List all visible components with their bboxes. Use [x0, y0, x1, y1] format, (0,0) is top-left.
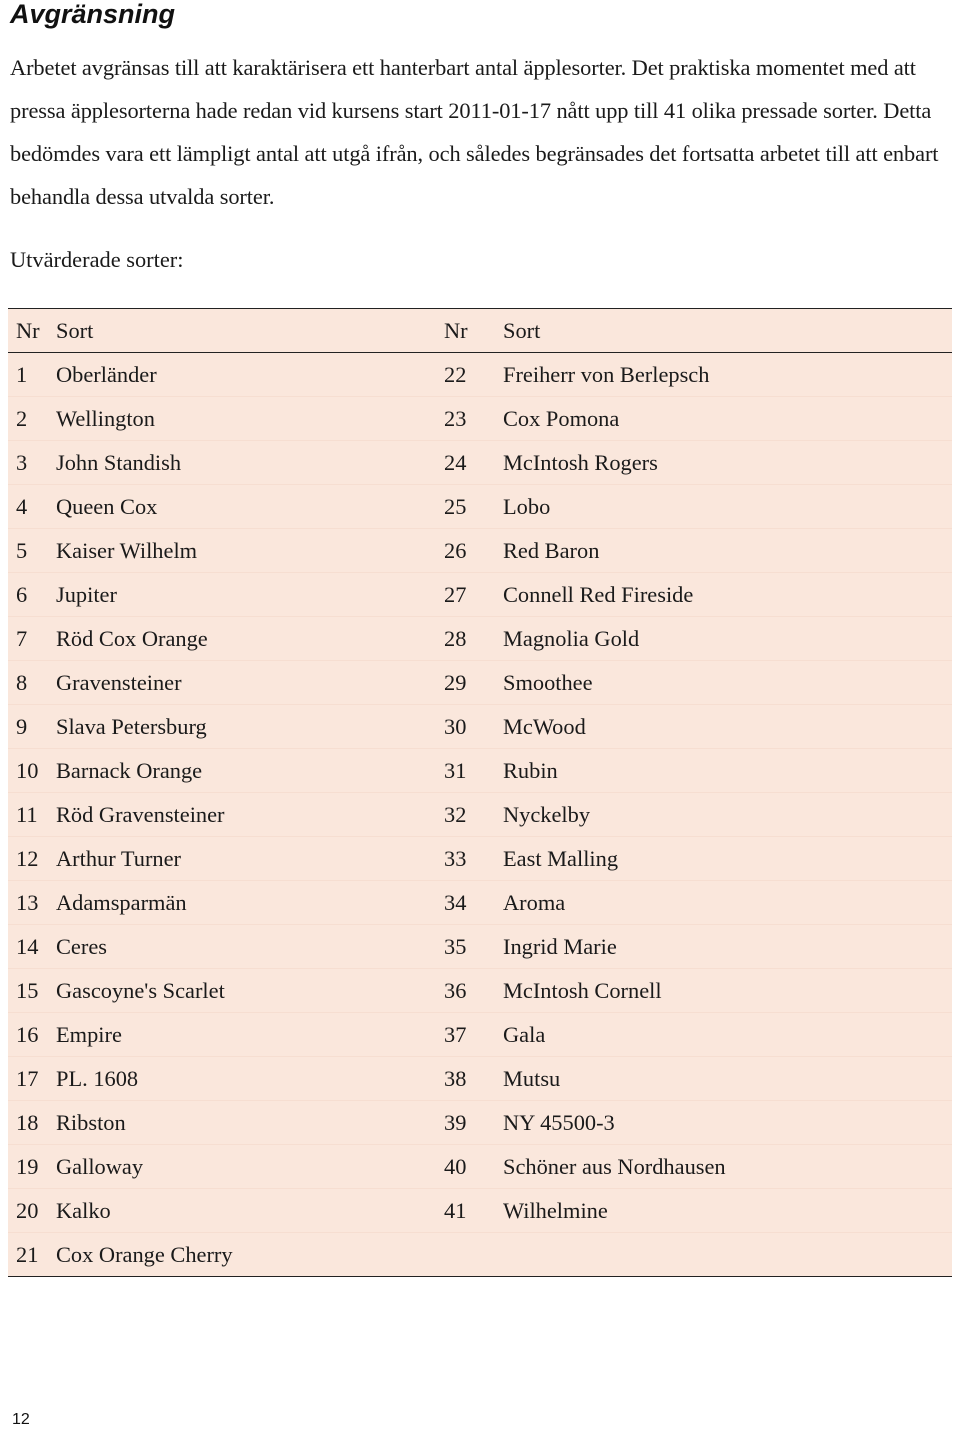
cell-nr-right: 34 — [444, 890, 467, 915]
cell-sort-right: Aroma — [503, 890, 566, 915]
cell-sort-left: Arthur Turner — [56, 846, 182, 871]
table-row — [8, 1189, 952, 1233]
cell-nr-left: 12 — [16, 846, 39, 871]
table-row — [8, 485, 952, 529]
cell-sort-left: Empire — [56, 1022, 122, 1047]
cell-sort-right: McWood — [503, 714, 586, 739]
cell-nr-right: 22 — [444, 362, 467, 387]
cell-nr-right: 40 — [444, 1154, 467, 1179]
cell-sort-left: Wellington — [56, 406, 155, 431]
cell-sort-right: Ingrid Marie — [503, 934, 617, 959]
cell-sort-left: Adamsparmän — [56, 890, 187, 915]
cell-nr-right: 32 — [444, 802, 467, 827]
cell-sort-left: Galloway — [56, 1154, 144, 1179]
cell-nr-left: 20 — [16, 1198, 39, 1223]
cell-nr-left: 1 — [16, 362, 28, 387]
cell-nr-left: 18 — [16, 1110, 39, 1135]
cell-sort-right: Lobo — [503, 494, 551, 519]
cell-nr-left: 17 — [16, 1066, 39, 1091]
table-row — [8, 969, 952, 1013]
cell-nr-right: 41 — [444, 1198, 467, 1223]
cell-sort-right: Connell Red Fireside — [503, 582, 694, 607]
cell-nr-right: 31 — [444, 758, 467, 783]
cell-sort-left: Röd Cox Orange — [56, 626, 208, 651]
cell-sort-right: Cox Pomona — [503, 406, 620, 431]
cell-nr-right: 35 — [444, 934, 467, 959]
cell-nr-left: 8 — [16, 670, 28, 695]
header-nr-left: Nr — [16, 318, 40, 343]
cell-sort-left: Barnack Orange — [56, 758, 203, 783]
cell-sort-right: McIntosh Rogers — [503, 450, 658, 475]
cell-nr-left: 21 — [16, 1242, 39, 1267]
cell-sort-right: McIntosh Cornell — [503, 978, 662, 1003]
table-caption: Utvärderade sorter: — [10, 247, 184, 272]
table-row — [8, 397, 952, 441]
table-row — [8, 749, 952, 793]
cell-sort-left: Queen Cox — [56, 494, 158, 519]
table-row — [8, 1013, 952, 1057]
cell-sort-right: Nyckelby — [503, 802, 591, 827]
cell-nr-left: 4 — [16, 494, 28, 519]
cell-nr-right: 25 — [444, 494, 467, 519]
cell-nr-left: 5 — [16, 538, 28, 563]
apple-varieties-table — [8, 308, 952, 1277]
cell-sort-left: Kaiser Wilhelm — [56, 538, 198, 563]
cell-sort-left: Oberländer — [56, 362, 157, 387]
table-body — [8, 353, 952, 1276]
cell-nr-right: 33 — [444, 846, 467, 871]
cell-sort-right: Red Baron — [503, 538, 600, 563]
table-row — [8, 573, 952, 617]
cell-nr-right: 39 — [444, 1110, 467, 1135]
cell-nr-right: 36 — [444, 978, 467, 1003]
cell-sort-left: Ceres — [56, 934, 107, 959]
table-row — [8, 529, 952, 573]
table-row — [8, 705, 952, 749]
cell-sort-left: Gravensteiner — [56, 670, 182, 695]
table-header-row — [8, 309, 952, 353]
cell-sort-right: Rubin — [503, 758, 558, 783]
table-row — [8, 1101, 952, 1145]
intro-paragraph: Arbetet avgränsas till att karaktärisera ett hanterbart antal äpplesorter. Det praktiska momentet med att pressa äpplesorterna hade redan vid kursens start 2011-01-17 nått upp till 41 olika pressade sorter. Detta bedömdes vara ett lämpligt antal att utgå ifrån, och således begränsades det fortsatta arbetet till att enbart behandla dessa utvalda sorter. — [10, 55, 939, 209]
cell-nr-left: 6 — [16, 582, 28, 607]
table-row — [8, 441, 952, 485]
cell-nr-left: 16 — [16, 1022, 39, 1047]
cell-sort-left: Röd Gravensteiner — [56, 802, 225, 827]
cell-nr-right: 29 — [444, 670, 467, 695]
cell-sort-right: Magnolia Gold — [503, 626, 640, 651]
table-row — [8, 353, 952, 397]
cell-sort-right: Gala — [503, 1022, 546, 1047]
cell-sort-left: Slava Petersburg — [56, 714, 207, 739]
cell-nr-left: 19 — [16, 1154, 39, 1179]
cell-sort-right: East Malling — [503, 846, 619, 871]
cell-nr-left: 14 — [16, 934, 39, 959]
table-row — [8, 837, 952, 881]
cell-sort-left: Kalko — [56, 1198, 111, 1223]
cell-nr-left: 7 — [16, 626, 28, 651]
cell-sort-left: Jupiter — [56, 582, 117, 607]
cell-sort-right: Mutsu — [503, 1066, 561, 1091]
table-row — [8, 881, 952, 925]
cell-sort-left: John Standish — [56, 450, 182, 475]
cell-sort-right: Smoothee — [503, 670, 593, 695]
cell-nr-right: 38 — [444, 1066, 467, 1091]
cell-nr-left: 2 — [16, 406, 28, 431]
cell-sort-left: Gascoyne's Scarlet — [56, 978, 225, 1003]
table-row — [8, 1057, 952, 1101]
cell-nr-right: 23 — [444, 406, 467, 431]
cell-nr-right: 27 — [444, 582, 467, 607]
page-number: 12 — [12, 1411, 30, 1428]
cell-nr-right: 26 — [444, 538, 467, 563]
cell-nr-right: 37 — [444, 1022, 467, 1047]
cell-sort-left: PL. 1608 — [56, 1066, 139, 1091]
cell-nr-right: 24 — [444, 450, 467, 475]
cell-nr-left: 9 — [16, 714, 28, 739]
cell-sort-left: Cox Orange Cherry — [56, 1242, 233, 1267]
cell-sort-left: Ribston — [56, 1110, 126, 1135]
cell-sort-right: Schöner aus Nordhausen — [503, 1154, 726, 1179]
cell-nr-right: 28 — [444, 626, 467, 651]
table-row — [8, 661, 952, 705]
table-row — [8, 925, 952, 969]
header-nr-right: Nr — [444, 318, 468, 343]
header-sort-left: Sort — [56, 318, 94, 343]
cell-nr-left: 15 — [16, 978, 39, 1003]
table-row — [8, 1145, 952, 1189]
cell-sort-right: Freiherr von Berlepsch — [503, 362, 710, 387]
cell-nr-left: 11 — [16, 802, 38, 827]
header-sort-right: Sort — [503, 318, 541, 343]
cell-sort-right: Wilhelmine — [503, 1198, 608, 1223]
table-row — [8, 617, 952, 661]
section-heading: Avgränsning — [10, 0, 176, 29]
cell-nr-left: 13 — [16, 890, 39, 915]
cell-sort-right: NY 45500-3 — [503, 1110, 615, 1135]
cell-nr-right: 30 — [444, 714, 467, 739]
cell-nr-left: 3 — [16, 450, 28, 475]
table-row — [8, 793, 952, 837]
cell-nr-left: 10 — [16, 758, 39, 783]
table-row — [8, 1233, 952, 1276]
